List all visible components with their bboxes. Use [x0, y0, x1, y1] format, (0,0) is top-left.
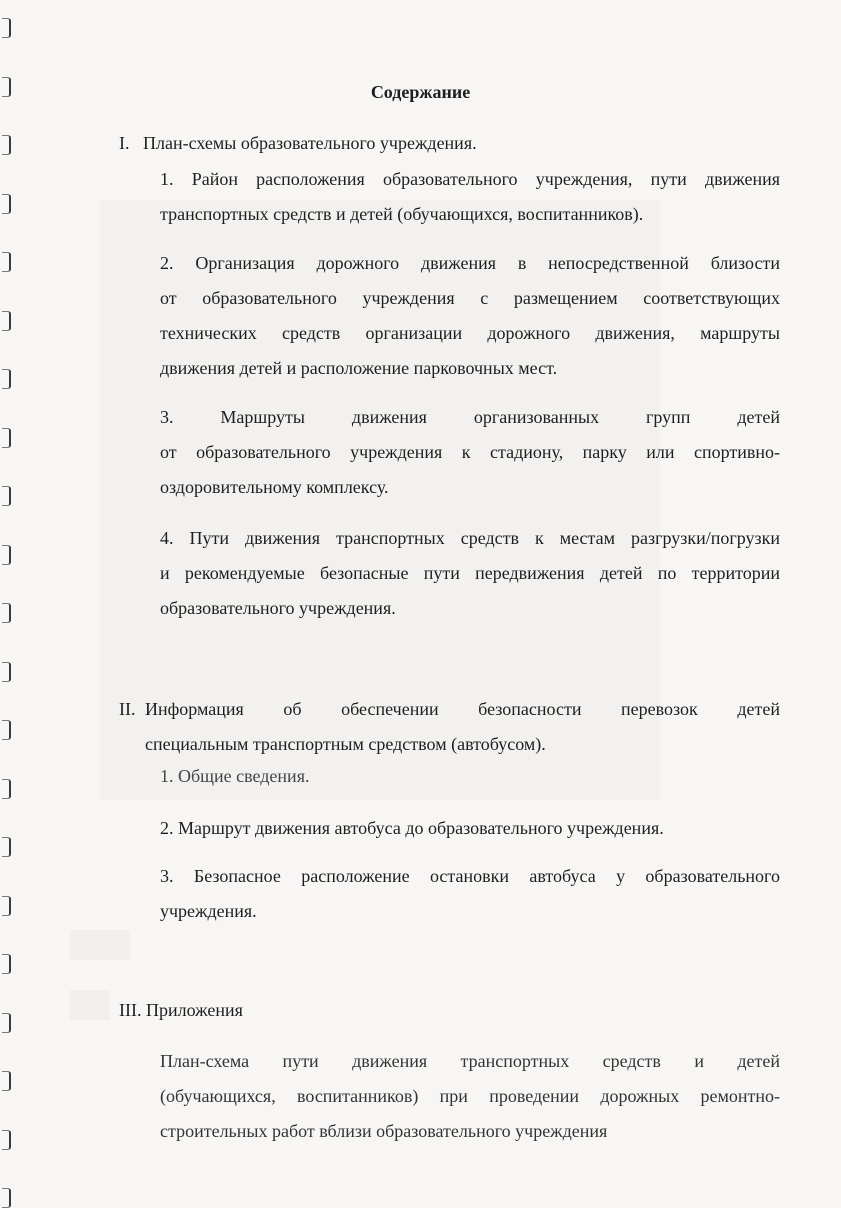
section-1-title: План-схемы образовательного учреждения.	[143, 133, 477, 153]
section-2-item-2: 2. Маршрут движения автобуса до образовательного учреждения.	[160, 818, 664, 838]
item-line: от образовательного учреждения к стадиону, парку или спортивно-	[160, 442, 780, 462]
item-line: технических средств организации дорожного движения, маршруты	[160, 323, 780, 343]
section-2-item-3	[160, 866, 780, 936]
item-line: План-схема пути движения транспортных средств и детей	[160, 1051, 780, 1071]
item-line: транспортных средств и детей (обучающихся, воспитанников).	[160, 204, 644, 224]
item-line: оздоровительному комплексу.	[160, 477, 389, 497]
section-1-item-1	[160, 169, 780, 239]
item-line: 1. Район расположения образовательного учреждения, пути движения	[160, 169, 780, 189]
section-3-title: Приложения	[145, 1000, 243, 1020]
show-through-shadow	[70, 990, 110, 1020]
binding-ring	[2, 194, 11, 214]
binding-ring	[2, 1130, 11, 1150]
binding-ring	[2, 896, 11, 916]
binding-ring	[2, 1013, 11, 1033]
binding-ring	[2, 135, 11, 155]
section-2-heading	[145, 699, 780, 769]
binding-ring	[2, 779, 11, 799]
show-through-shadow	[70, 930, 130, 960]
item-line: образовательного учреждения.	[160, 598, 396, 618]
spiral-binding	[0, 0, 14, 1200]
heading-line: Информация об обеспечении безопасности перевозок детей	[145, 699, 780, 719]
binding-ring	[2, 252, 11, 272]
section-1-heading	[119, 133, 477, 153]
section-1-item-4	[160, 528, 780, 633]
binding-ring	[2, 428, 11, 448]
binding-ring	[2, 720, 11, 740]
item-line: 3. Безопасное расположение остановки автобуса у образовательного	[160, 866, 780, 886]
item-line: и рекомендуемые безопасные пути передвижения детей по территории	[160, 563, 780, 583]
section-3-description	[160, 1051, 780, 1156]
binding-ring	[2, 603, 11, 623]
section-1-item-3	[160, 407, 780, 512]
item-line: от образовательного учреждения с размещением соответствующих	[160, 288, 780, 308]
heading-line: специальным транспортным средством (автобусом).	[145, 734, 546, 754]
item-line: 4. Пути движения транспортных средств к местам разгрузки/погрузки	[160, 528, 780, 548]
section-3-heading	[119, 1000, 243, 1020]
page-title: Содержание	[370, 82, 471, 102]
binding-ring	[2, 837, 11, 857]
section-3-label: III.	[119, 1000, 142, 1020]
section-1-item-2	[160, 253, 780, 393]
binding-ring	[2, 662, 11, 682]
section-1-label: I.	[119, 133, 130, 153]
binding-ring	[2, 1188, 11, 1208]
binding-ring	[2, 369, 11, 389]
binding-ring	[2, 954, 11, 974]
item-line: (обучающихся, воспитанников) при проведении дорожных ремонтно-	[160, 1086, 780, 1106]
item-line: движения детей и расположение парковочных мест.	[160, 358, 558, 378]
binding-ring	[2, 486, 11, 506]
binding-ring	[2, 18, 11, 38]
section-2-item-1: 1. Общие сведения.	[160, 766, 310, 786]
binding-ring	[2, 311, 11, 331]
binding-ring	[2, 545, 11, 565]
item-line: 3. Маршруты движения организованных групп детей	[160, 407, 780, 427]
item-line: строительных работ вблизи образовательного учреждения	[160, 1121, 608, 1141]
item-line: 2. Организация дорожного движения в непосредственной близости	[160, 253, 780, 273]
item-line: учреждения.	[160, 901, 257, 921]
section-2-label: II.	[119, 699, 136, 719]
binding-ring	[2, 1071, 11, 1091]
